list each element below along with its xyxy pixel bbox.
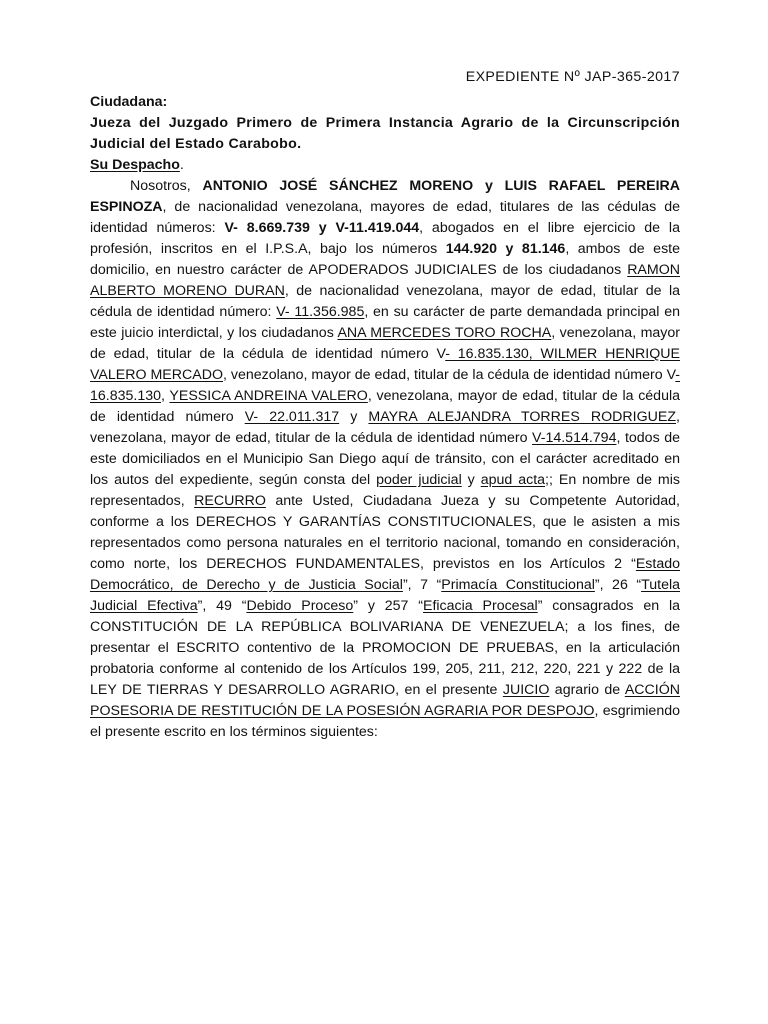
text-segment: , venezolano, mayor de edad, titular de la cédula de identidad número V: [223, 367, 676, 383]
text-segment: ”, 26 “: [594, 577, 642, 593]
text-segment: ”, 7 “: [402, 577, 442, 593]
client-id: V- 11.356.985: [276, 304, 365, 320]
text-segment: , de nacionalidad venezolana, mayores de edad, titulares de las cédulas de identidad números:: [90, 199, 680, 236]
text-segment: ”, 49 “: [197, 598, 247, 614]
text-segment: , en su carácter de parte demandada principal en este juicio interdictal, y los ciudadanos: [90, 304, 680, 341]
poder-judicial: poder judicial: [376, 472, 462, 488]
text-segment: , venezolana, mayor de edad, titular de la cédula de identidad número: [90, 409, 680, 446]
client-id: V-14.514.794: [532, 430, 617, 446]
juicio: JUICIO: [502, 682, 550, 698]
text-segment: , venezolana, mayor de edad, titular de la cédula de identidad número: [90, 388, 681, 425]
client-name: WILMER HENRIQUE VALERO MERCADO: [90, 346, 680, 383]
text-segment: ” y 257 “: [353, 598, 423, 614]
text-segment: ,: [161, 388, 170, 404]
text-segment: , abogados en el libre ejercicio de la profesión, inscritos en el I.P.S.A, bajo los números: [90, 220, 680, 257]
ipsa-numbers: 144.920 y 81.146: [445, 241, 566, 257]
apud-acta: apud acta: [480, 472, 546, 488]
client-name: ANA MERCEDES TORO ROCHA: [337, 325, 552, 341]
main-paragraph: [90, 176, 680, 743]
client-id: - 16.835.130: [90, 367, 681, 404]
text-segment: y: [339, 409, 369, 425]
article-title: Tutela Judicial Efectiva: [90, 577, 680, 614]
article-title: Primacía Constitucional: [441, 577, 595, 593]
text-segment: ante Usted, Ciudadana Jueza y su Competente Autoridad, conforme a los DERECHOS Y GARANTÍAS CONSTITUCIONALES, que le asisten a mis representados como persona naturales en el territorio nacional, tomando en consideración, como norte, los DERECHOS FUNDAMENTALES, previstos en los Artículos 2 “: [90, 493, 680, 572]
article-title: Estado Democrático, de Derecho y de Justicia Social: [90, 556, 680, 593]
document-body: [90, 67, 680, 743]
client-id: V- 22.011.317: [244, 409, 340, 425]
text-segment: , esgrimiendo el presente escrito en los términos siguientes:: [90, 703, 680, 740]
addressee: Jueza del Juzgado Primero de Primera Instancia Agrario de la Circunscripción Judicial del Estado Carabobo.: [90, 115, 680, 152]
recurro: RECURRO: [194, 493, 266, 509]
lawyer-ids: V- 8.669.739 y V-11.419.044: [224, 220, 420, 236]
article-title: Eficacia Procesal: [423, 598, 538, 614]
case-number: EXPEDIENTE Nº JAP-365-2017: [465, 69, 680, 85]
text-segment: agrario de: [549, 682, 625, 698]
text-segment: y: [461, 472, 481, 488]
text-segment: , todos de este domiciliados en el Municipio San Diego aquí de tránsito, con el carácter acreditado en los autos del expediente, según consta del: [90, 430, 680, 488]
action-title: ACCIÓN POSESORIA DE RESTITUCIÓN DE LA POSESIÓN AGRARIA POR DESPOJO: [90, 682, 680, 719]
text-segment: Nosotros,: [130, 178, 203, 194]
client-id: - 16.835.130,: [445, 346, 541, 362]
client-name: YESSICA ANDREINA VALERO: [169, 388, 368, 404]
salutation: Ciudadana:: [90, 94, 168, 110]
text-segment: , ambos de este domicilio, en nuestro carácter de APODERADOS JUDICIALES de los ciudadanos: [90, 241, 680, 278]
despacho-period: .: [179, 157, 184, 173]
text-segment: , venezolana, mayor de edad, titular de la cédula de identidad número V: [90, 325, 680, 362]
client-name: RAMON ALBERTO MORENO DURAN: [90, 262, 680, 299]
text-segment: , de nacionalidad venezolana, mayor de edad, titular de la cédula de identidad número:: [90, 283, 680, 320]
despacho-line: [90, 155, 680, 176]
client-name: MAYRA ALEJANDRA TORRES RODRIGUEZ: [368, 409, 677, 425]
text-segment: ” consagrados en la CONSTITUCIÓN DE LA REPÚBLICA BOLIVARIANA DE VENEZUELA; a los fines, de presentar el ESCRITO contentivo de la PROMOCION DE PRUEBAS, en la articulación probatoria conforme al contenido de los Artículos 199, 205, 211, 212, 220, 221 y 222 de la LEY DE TIERRAS Y DESARROLLO AGRARIO, en el presente: [90, 598, 680, 698]
text-segment: ;; En nombre de mis representados,: [90, 472, 680, 509]
despacho-text: Su Despacho: [90, 157, 180, 173]
lawyer-names: ANTONIO JOSÉ SÁNCHEZ MORENO y LUIS RAFAEL PEREIRA ESPINOZA: [90, 178, 681, 215]
article-title: Debido Proceso: [246, 598, 354, 614]
